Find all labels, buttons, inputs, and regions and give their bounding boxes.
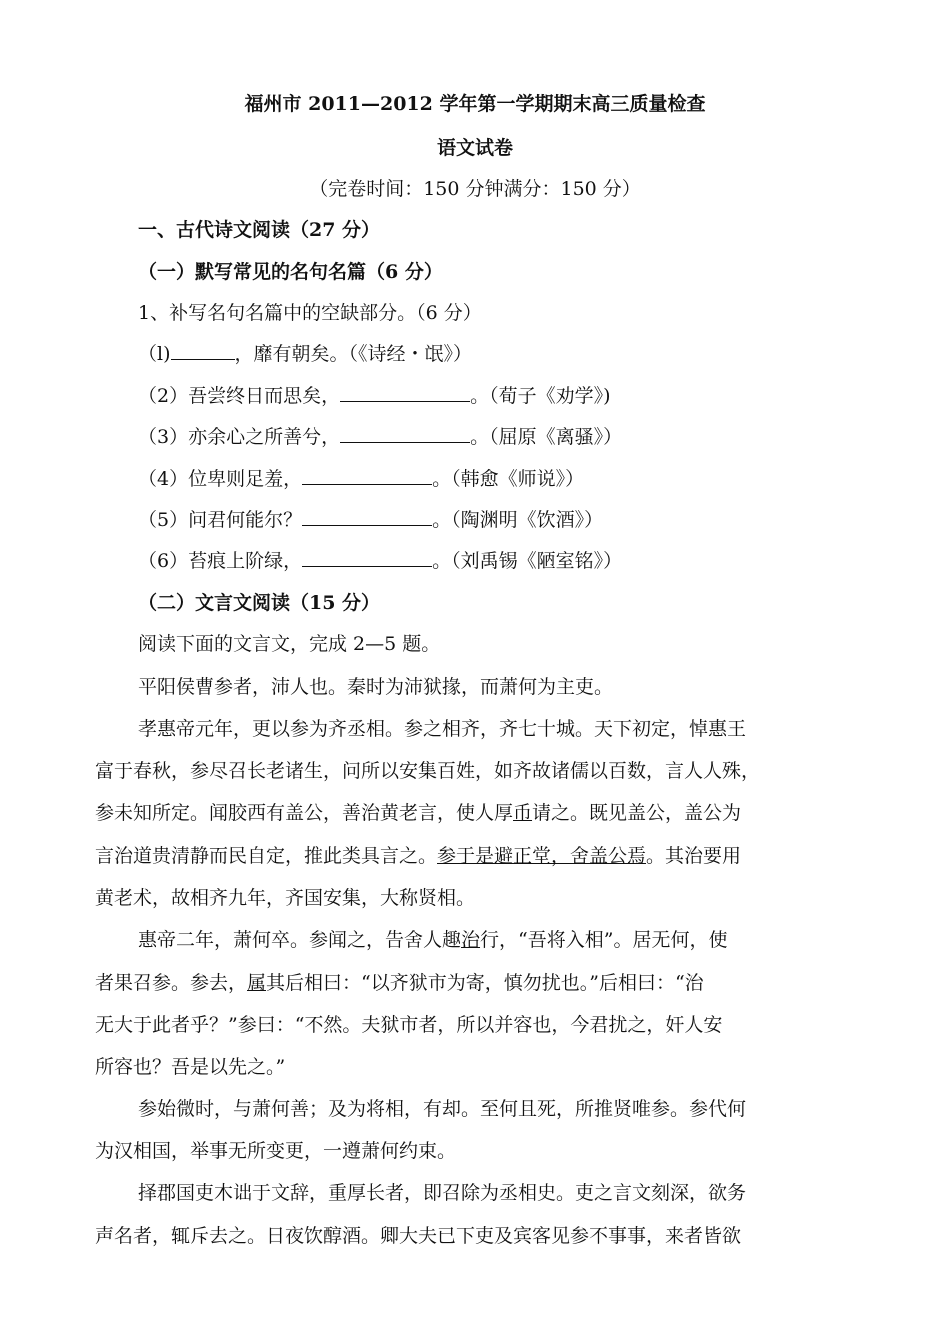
fill-item-post: 。（刘禹锡《陋室铭》） bbox=[432, 550, 623, 572]
part1-heading: （一）默写常见的名句名篇（6 分） bbox=[138, 261, 443, 283]
underlined-word: 治 bbox=[461, 929, 481, 951]
passage-text: 其后相曰：“以齐狱市为寄，慎勿扰也。”后相曰：“治 bbox=[266, 972, 704, 994]
fill-item-post: 。（陶渊明《饮酒》） bbox=[432, 509, 604, 531]
answer-blank[interactable] bbox=[302, 507, 432, 526]
section-heading: 一、古代诗文阅读（27 分） bbox=[138, 219, 381, 241]
fill-item-4 bbox=[138, 466, 584, 492]
passage-line: 所容也？吾是以先之。” bbox=[95, 1056, 286, 1078]
passage-line bbox=[95, 843, 741, 869]
part2-heading: （二）文言文阅读（15 分） bbox=[138, 592, 381, 614]
fill-item-post: 。（韩愈《师说》） bbox=[432, 468, 585, 490]
answer-blank[interactable] bbox=[302, 466, 432, 485]
fill-item-6 bbox=[138, 548, 622, 574]
fill-item-2 bbox=[138, 383, 611, 409]
passage-line: 声名者，辄斥去之。日夜饮醇酒。卿大夫已下吏及宾客见参不事事，来者皆欲 bbox=[95, 1225, 742, 1247]
answer-blank[interactable] bbox=[171, 341, 235, 360]
passage-line: 富于春秋，参尽召长老诸生，问所以安集百姓，如齐故诸儒以百数，言人人殊， bbox=[95, 760, 761, 782]
question-1-prompt: 1、补写名句名篇中的空缺部分。（6 分） bbox=[138, 302, 482, 324]
passage-paragraph-1: 平阳侯曹参者，沛人也。秦时为沛狱掾，而萧何为主吏。 bbox=[138, 676, 614, 698]
fill-item-pre: （2）吾尝终日而思矣， bbox=[138, 385, 341, 407]
passage-text: 请之。既见盖公，盖公为 bbox=[532, 802, 742, 824]
passage-line: 孝惠帝元年，更以参为齐丞相。参之相齐，齐七十城。天下初定，悼惠王 bbox=[138, 718, 747, 740]
passage-line: 无大于此者乎？”参曰：“不然。夫狱市者，所以并容也，今君扰之，奸人安 bbox=[95, 1014, 723, 1036]
answer-blank[interactable] bbox=[302, 548, 432, 567]
passage-line: 黄老术，故相齐九年，齐国安集，大称贤相。 bbox=[95, 887, 476, 909]
underlined-word: 属 bbox=[247, 972, 267, 994]
passage-line bbox=[95, 970, 704, 996]
underlined-sentence: 参于是避正堂，舍盖公焉 bbox=[437, 845, 647, 867]
passage-text: 惠帝二年，萧何卒。参闻之，告舍人趣 bbox=[138, 929, 462, 951]
passage-line bbox=[95, 800, 741, 826]
fill-item-post: 。（荀子《劝学》) bbox=[470, 385, 611, 407]
fill-item-pre: （5）问君何能尔？ bbox=[138, 509, 303, 531]
answer-blank[interactable] bbox=[340, 424, 470, 443]
fill-item-post: ，靡有朝矣。（《诗经・氓》） bbox=[234, 343, 473, 365]
fill-item-pre: （3）亦余心之所善兮， bbox=[138, 426, 341, 448]
fill-item-pre: （l) bbox=[138, 343, 171, 365]
fill-item-5 bbox=[138, 507, 603, 533]
fill-item-pre: （6）苔痕上阶绿， bbox=[138, 550, 303, 572]
passage-text: 。其治要用 bbox=[646, 845, 742, 867]
passage-text: 行，“吾将入相”。居无何，使 bbox=[480, 929, 728, 951]
fill-item-1 bbox=[138, 341, 472, 367]
passage-text: 者果召参。参去， bbox=[95, 972, 248, 994]
part2-instruction: 阅读下面的文言文，完成 2—5 题。 bbox=[138, 633, 441, 655]
passage-line: 参始微时，与萧何善；及为将相，有却。至何且死，所推贤唯参。参代何 bbox=[138, 1098, 747, 1120]
passage-line: 择郡国吏木诎于文辞，重厚长者，即召除为丞相史。吏之言文刻深，欲务 bbox=[138, 1182, 747, 1204]
passage-text: 参未知所定。闻胶西有盖公，善治黄老言，使人厚 bbox=[95, 802, 514, 824]
exam-time-note: （完卷时间：150 分钟满分：150 分） bbox=[309, 178, 641, 200]
passage-line bbox=[138, 927, 727, 953]
exam-title: 福州市 2011—2012 学年第一学期期末高三质量检查 bbox=[244, 93, 706, 115]
underlined-word: 币 bbox=[513, 802, 533, 824]
fill-item-3 bbox=[138, 424, 622, 450]
answer-blank[interactable] bbox=[340, 383, 470, 402]
exam-subtitle: 语文试卷 bbox=[436, 137, 513, 159]
fill-item-pre: （4）位卑则足羞， bbox=[138, 468, 303, 490]
passage-text: 言治道贵清静而民自定，推此类具言之。 bbox=[95, 845, 438, 867]
passage-line: 为汉相国，举事无所变更，一遵萧何约束。 bbox=[95, 1140, 457, 1162]
fill-item-post: 。（屈原《离骚》） bbox=[470, 426, 623, 448]
